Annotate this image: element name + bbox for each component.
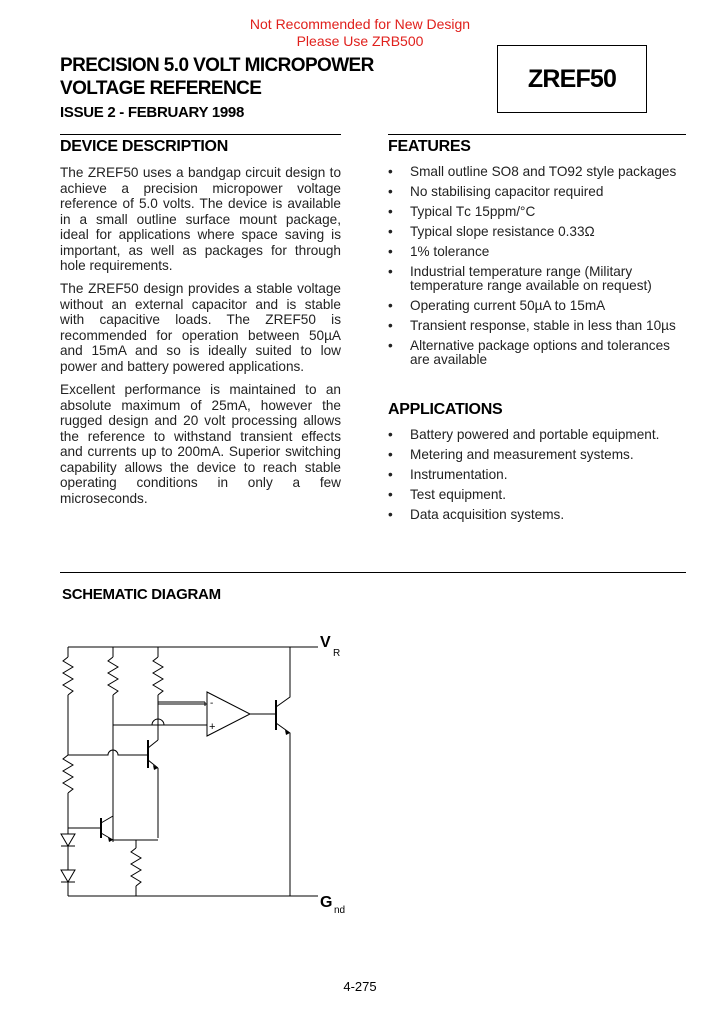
bullet: • [388, 447, 393, 462]
wire [61, 846, 75, 870]
title-line-2: VOLTAGE REFERENCE [60, 78, 262, 99]
description-paragraph-1: The ZREF50 uses a bandgap circuit design to achieve a precision micropower voltage reference of 5.0 volts. The device is available in a small outline surface mount package, ideal for applications where space saving is important, as well as packages for through hole requirements. [60, 165, 341, 273]
opamp-plus-label: + [209, 721, 216, 733]
list-item [388, 185, 688, 199]
list-item [388, 508, 688, 522]
bullet: • [388, 298, 393, 313]
applications-list [388, 428, 688, 528]
list-item [388, 245, 688, 259]
schematic-heading: SCHEMATIC DIAGRAM [62, 586, 221, 603]
issue-date: ISSUE 2 - FEBRUARY 1998 [60, 104, 244, 121]
diode-1 [61, 834, 75, 846]
list-item [388, 265, 688, 293]
bullet: • [388, 507, 393, 522]
part-number-box [497, 45, 647, 113]
resistor-4 [63, 755, 73, 793]
transistor-output [276, 647, 290, 896]
transistor-q1 [148, 740, 158, 768]
wire-hop [68, 750, 148, 755]
list-item [388, 488, 688, 502]
vr-label: V [320, 634, 331, 651]
list-item [388, 299, 688, 313]
list-item [388, 225, 688, 239]
bullet: • [388, 427, 393, 442]
wire-inverting-input [113, 719, 205, 725]
bullet: • [388, 338, 393, 353]
list-item [388, 428, 688, 442]
divider [60, 134, 341, 135]
application-text: Test equipment. [410, 487, 506, 502]
divider [60, 572, 686, 573]
feature-text: Small outline SO8 and TO92 style packages [410, 164, 677, 179]
title-line-1: PRECISION 5.0 VOLT MICROPOWER [60, 55, 374, 76]
bullet: • [388, 204, 393, 219]
application-text: Metering and measurement systems. [410, 447, 634, 462]
diode-2 [61, 870, 75, 882]
list-item [388, 319, 688, 333]
transistor-q2 [101, 816, 113, 840]
bullet: • [388, 467, 393, 482]
feature-text: Alternative package options and tolerances are available [410, 338, 670, 367]
list-item [388, 468, 688, 482]
resistor-5 [131, 848, 141, 886]
wire [61, 882, 75, 896]
bullet: • [388, 318, 393, 333]
list-item [388, 205, 688, 219]
feature-text: No stabilising capacitor required [410, 184, 604, 199]
description-paragraph-2: The ZREF50 design provides a stable voltage without an external capacitor and is stable with capacitive loads. The ZREF50 is recommended for operation between 50µA and 15mA and so is ideally suited to low power and battery powered applications. [60, 281, 341, 374]
divider [388, 134, 686, 135]
feature-text: Typical slope resistance 0.33Ω [410, 224, 595, 239]
vr-subscript: R [333, 648, 341, 659]
features-list [388, 165, 688, 373]
application-text: Instrumentation. [410, 467, 508, 482]
application-text: Battery powered and portable equipment. [410, 427, 660, 442]
bullet: • [388, 184, 393, 199]
description-paragraph-3: Excellent performance is maintained to an absolute maximum of 25mA, however the rugged design and 20 volt processing allows the reference to withstand transient effects and currents up to 200mA. Superior switching capability allows the device to reach stable operating conditions in only a few microseconds. [60, 382, 341, 506]
bullet: • [388, 264, 393, 279]
resistor-3 [153, 657, 163, 695]
opamp-minus-label: - [210, 698, 214, 709]
bullet: • [388, 244, 393, 259]
feature-text: Typical Tᴄ 15ppm/°C [410, 204, 536, 219]
gnd-subscript: nd [334, 905, 346, 916]
list-item [388, 165, 688, 179]
feature-text: Industrial temperature range (Military temperature range available on request) [410, 264, 652, 293]
applications-heading: APPLICATIONS [388, 401, 503, 418]
notice-line-2: Please Use ZRB500 [296, 33, 424, 49]
feature-text: Transient response, stable in less than 10µs [410, 318, 676, 333]
bullet: • [388, 487, 393, 502]
bullet: • [388, 164, 393, 179]
list-item [388, 339, 688, 367]
notice-line-1: Not Recommended for New Design [249, 16, 471, 32]
resistor-1 [63, 657, 73, 695]
list-item [388, 448, 688, 462]
bullet: • [388, 224, 393, 239]
feature-text: Operating current 50µA to 15mA [410, 298, 606, 313]
feature-text: 1% tolerance [410, 244, 490, 259]
part-number: ZREF50 [527, 64, 617, 93]
gnd-label: G [320, 894, 333, 911]
description-heading: DEVICE DESCRIPTION [60, 138, 228, 155]
features-heading: FEATURES [388, 138, 471, 155]
application-text: Data acquisition systems. [410, 507, 565, 522]
page-number: 4-275 [343, 979, 377, 994]
schematic-diagram [0, 620, 380, 920]
resistor-2 [108, 657, 118, 695]
